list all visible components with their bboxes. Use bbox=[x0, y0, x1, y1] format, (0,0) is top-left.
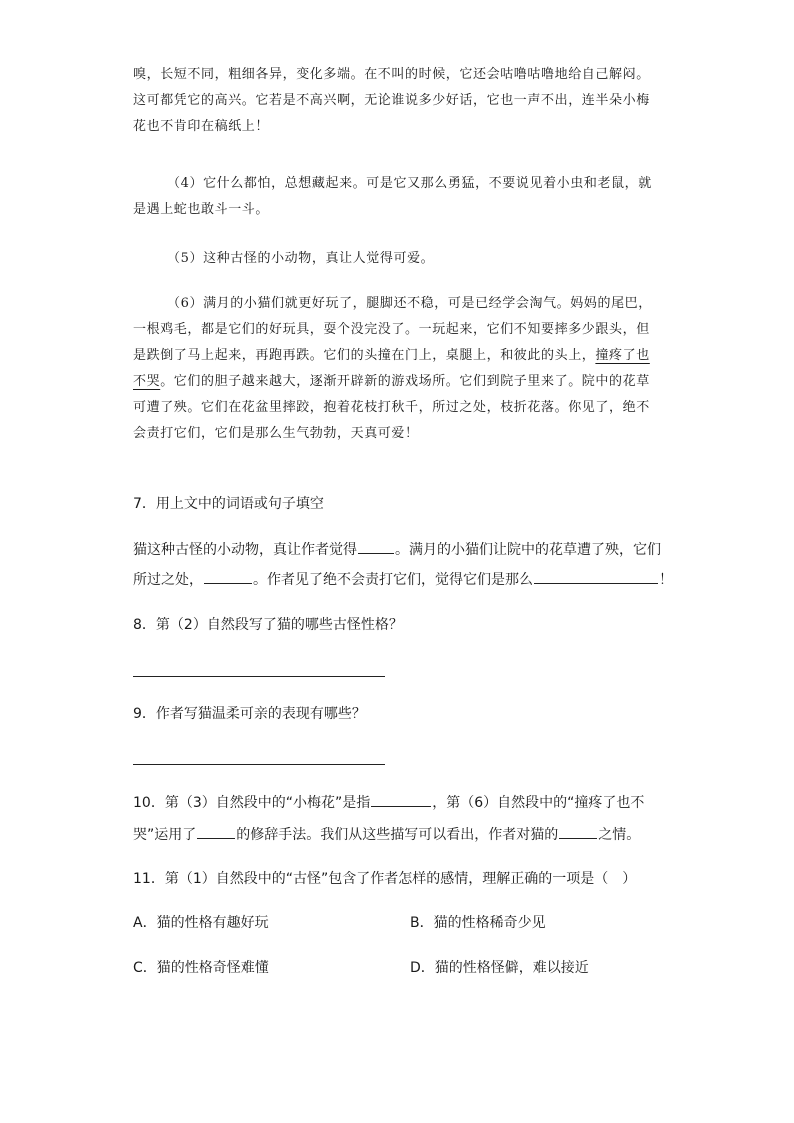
question-8-title: 8．第（2）自然段写了猫的哪些古怪性格？ bbox=[133, 617, 403, 633]
question-text: 猫这种古怪的小动物，真让作者觉得 bbox=[133, 542, 357, 558]
passage-paragraph-6 bbox=[133, 291, 661, 447]
passage-paragraph-4 bbox=[133, 171, 661, 223]
question-11-title: 11．第（1）自然段中的“古怪”包含了作者怎样的感情，理解正确的一项是（ ） bbox=[133, 871, 637, 887]
passage-paragraph-3 bbox=[133, 62, 661, 140]
question-7-line-1 bbox=[133, 539, 661, 560]
question-text: 。满月的小猫们让院中的花草遭了殃，它们 bbox=[395, 542, 661, 558]
underlined-phrase: 撞疼了也 bbox=[595, 348, 650, 363]
option-c[interactable]: C．猫的性格奇怪难懂 bbox=[133, 960, 269, 976]
answer-blank[interactable] bbox=[534, 569, 658, 584]
question-text: ！ bbox=[659, 572, 673, 588]
question-7-title: 7．用上文中的词语或句子填空 bbox=[133, 496, 324, 512]
answer-blank[interactable] bbox=[358, 539, 394, 554]
passage-line: （5）这种古怪的小动物，真让人觉得可爱。 bbox=[167, 251, 435, 266]
question-text: 10．第（3）自然段中的“小梅花”是指 bbox=[133, 795, 371, 811]
question-text: ，第（6）自然段中的“撞疼了也不 bbox=[432, 795, 645, 811]
option-d[interactable]: D．猫的性格怪僻，难以接近 bbox=[410, 960, 589, 976]
question-7-line-2 bbox=[133, 569, 673, 590]
question-9-title: 9．作者写猫温柔可亲的表现有哪些？ bbox=[133, 706, 366, 722]
passage-line: 是遇上蛇也敢斗一斗。 bbox=[133, 202, 270, 217]
passage-line: 可遭了殃。它们在花盆里摔跤，抱着花枝打秋千，所过之处，枝折花落。你见了，绝不 bbox=[133, 400, 650, 415]
question-10-line-1 bbox=[133, 792, 644, 813]
passage-line: （4）它什么都怕，总想藏起来。可是它又那么勇猛，不要说见着小虫和老鼠，就 bbox=[167, 176, 652, 191]
option-b[interactable]: B．猫的性格稀奇少见 bbox=[410, 915, 546, 931]
passage-line: （6）满月的小猫们就更好玩了，腿脚还不稳，可是已经学会淘气。妈妈的尾巴， bbox=[167, 296, 652, 311]
answer-line[interactable] bbox=[133, 676, 385, 677]
answer-blank[interactable] bbox=[197, 824, 235, 839]
passage-text: 。它们的胆子越来越大，逐渐开辟新的游戏场所。它们到院子里来了。院中的花草 bbox=[160, 374, 650, 389]
option-a[interactable]: A．猫的性格有趣好玩 bbox=[133, 915, 269, 931]
passage-line: 嗅，长短不同，粗细各异，变化多端。在不叫的时候，它还会咕噜咕噜地给自己解闷。 bbox=[133, 67, 650, 82]
answer-blank[interactable] bbox=[204, 569, 252, 584]
answer-blank[interactable] bbox=[559, 824, 597, 839]
answer-blank[interactable] bbox=[371, 792, 431, 807]
underlined-phrase: 不哭 bbox=[133, 374, 161, 389]
question-text: 的修辞手法。我们从这些描写可以看出，作者对猫的 bbox=[236, 827, 559, 843]
passage-line: 会责打它们，它们是那么生气勃勃，天真可爱！ bbox=[133, 426, 419, 441]
question-text: 之情。 bbox=[598, 827, 641, 843]
passage-line: 这可都凭它的高兴。它若是不高兴啊，无论谁说多少好话，它也一声不出，连半朵小梅 bbox=[133, 93, 650, 108]
passage-text: 是跌倒了马上起来，再跑再跌。它们的头撞在门上，桌腿上，和彼此的头上， bbox=[133, 348, 596, 363]
passage-line bbox=[133, 343, 661, 369]
question-text: 哭”运用了 bbox=[133, 827, 197, 843]
question-10-line-2 bbox=[133, 824, 640, 845]
question-text: 所过之处， bbox=[133, 572, 203, 588]
passage-line: 花也不肯印在稿纸上！ bbox=[133, 119, 270, 134]
question-text: 。作者见了绝不会责打它们，觉得它们是那么 bbox=[253, 572, 533, 588]
passage-line: 一根鸡毛，都是它们的好玩具，耍个没完没了。一玩起来，它们不知要摔多少跟头，但 bbox=[133, 322, 650, 337]
passage-line bbox=[133, 369, 661, 395]
answer-line[interactable] bbox=[133, 764, 385, 765]
passage-paragraph-5 bbox=[133, 246, 661, 272]
